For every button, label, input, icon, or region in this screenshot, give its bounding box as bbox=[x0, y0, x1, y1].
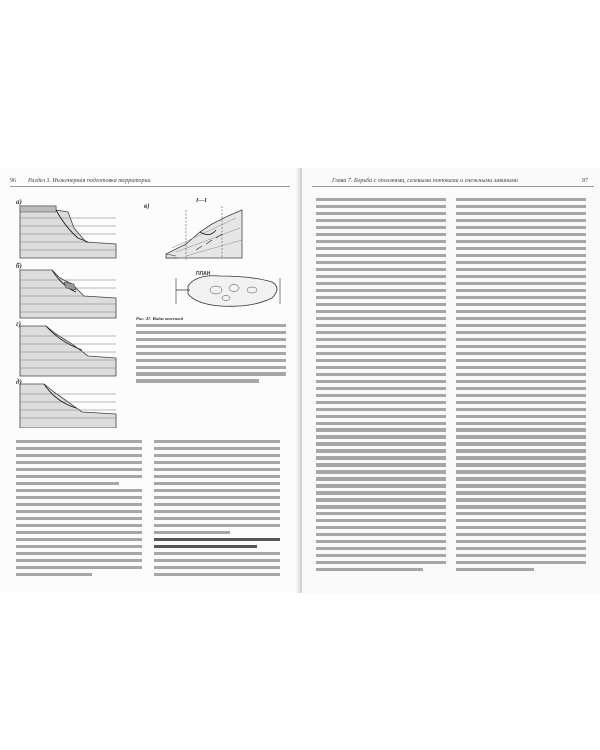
panel-g-drawing bbox=[20, 326, 116, 376]
page-number-right: 97 bbox=[582, 178, 588, 184]
book-spread bbox=[0, 168, 600, 593]
running-head-left: Раздел 3. Инженерная подготовка территории bbox=[28, 178, 151, 184]
landslide-figure bbox=[16, 198, 290, 428]
plan-view-drawing bbox=[176, 276, 280, 307]
caption-title: Рис. 47. Виды оползней bbox=[136, 316, 184, 321]
left-column-1-text bbox=[16, 440, 142, 580]
panel-label-b: б) bbox=[16, 262, 22, 270]
panel-a-drawing bbox=[20, 206, 116, 258]
caption-line bbox=[136, 366, 286, 369]
plan-label: ПЛАН bbox=[196, 271, 211, 277]
section-label: I—I bbox=[196, 198, 207, 204]
panel-label-a: а) bbox=[16, 198, 22, 206]
caption-line bbox=[136, 372, 286, 375]
right-column-1-text bbox=[316, 198, 446, 575]
right-column-2-text bbox=[456, 198, 586, 575]
panel-label-d: д) bbox=[16, 378, 22, 386]
page-number-left: 96 bbox=[10, 178, 16, 184]
panel-b-drawing bbox=[20, 270, 116, 318]
panel-label-g: г) bbox=[16, 320, 21, 328]
caption-line bbox=[136, 324, 286, 327]
figure-caption bbox=[136, 316, 286, 386]
caption-line bbox=[136, 352, 286, 355]
left-page bbox=[0, 168, 300, 593]
caption-line bbox=[136, 379, 259, 382]
landslide-drawings bbox=[16, 198, 290, 428]
left-column-2-text bbox=[154, 440, 280, 580]
running-head-right: Глава 7. Борьба с оползнями, селевыми потоками и снежными лавинами bbox=[332, 178, 518, 184]
caption-line bbox=[136, 359, 286, 362]
caption-line bbox=[136, 338, 286, 341]
caption-line bbox=[136, 345, 286, 348]
panel-d-drawing bbox=[20, 384, 116, 428]
header-rule-right bbox=[312, 186, 594, 187]
header-rule-left bbox=[10, 186, 290, 187]
panel-label-v: в) bbox=[144, 202, 150, 210]
panel-v-drawing bbox=[166, 206, 242, 260]
caption-line bbox=[136, 331, 286, 334]
right-page bbox=[302, 168, 600, 593]
